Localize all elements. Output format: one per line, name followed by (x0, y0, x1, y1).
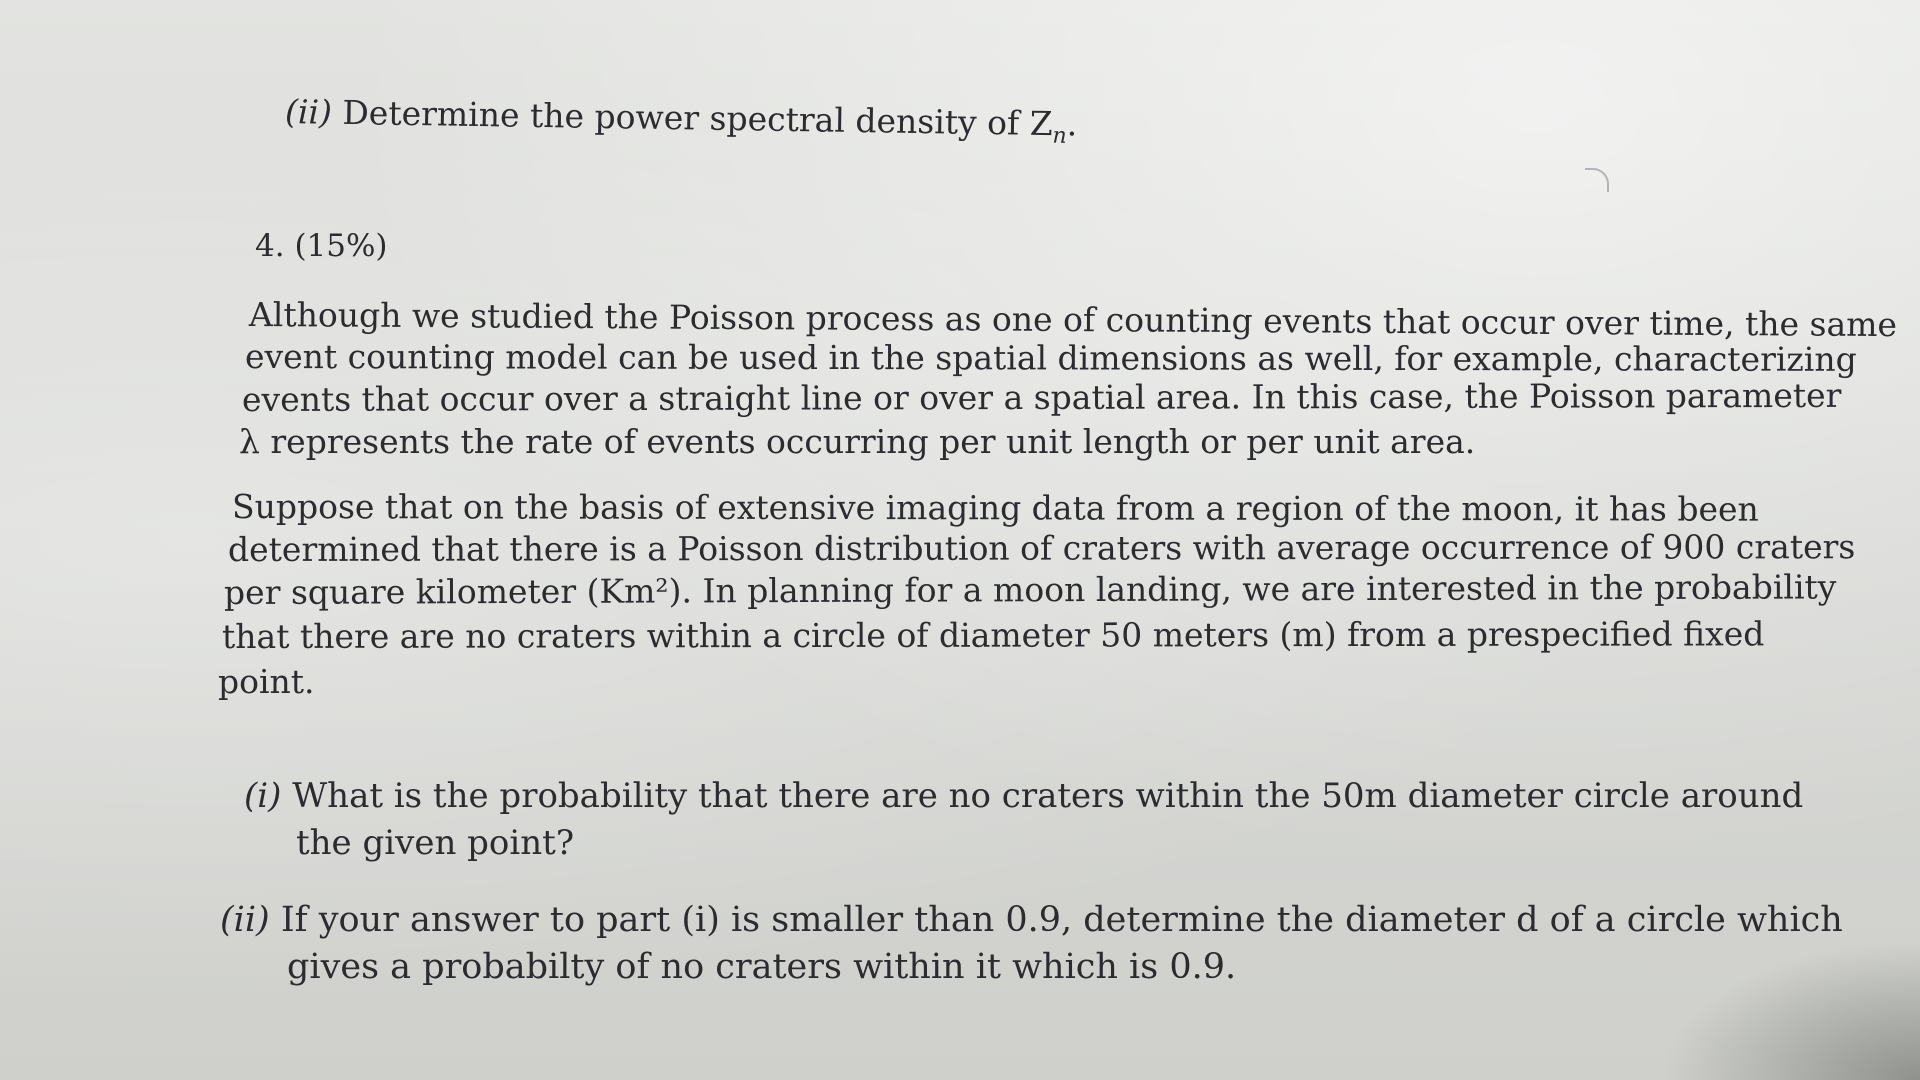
prev-part-text: Determine the power spectral density of Z (342, 92, 1053, 144)
corner-shadow (1660, 940, 1920, 1080)
prev-part-label: (ii) (284, 92, 333, 132)
part-i-label: (i) (244, 776, 282, 816)
prev-part-line (284, 92, 1078, 149)
question-weight: (15%) (294, 228, 388, 264)
part-i-line: the given point? (296, 823, 575, 863)
part-ii-line: gives a probabilty of no craters within it which is 0.9. (287, 947, 1237, 987)
prev-part-end: . (1066, 104, 1078, 144)
paragraph1-line: events that occur over a straight line or over a spatial area. In this case, the Poisson parameter (241, 375, 1842, 419)
paragraph2-line: Suppose that on the basis of extensive imaging data from a region of the moon, it has been (231, 487, 1759, 529)
part-ii-label: (ii) (220, 900, 270, 940)
paragraph2-line: per square kilometer (Km²). In planning for a moon landing, we are interested in the probability (223, 567, 1837, 612)
pen-mark (1585, 168, 1609, 192)
part-i-text: What is the probability that there are no craters within the 50m diameter circle around (292, 776, 1804, 816)
part-i-line (244, 776, 1804, 816)
paragraph2-line: that there are no craters within a circle of diameter 50 meters (m) from a prespecified fixed (221, 614, 1765, 656)
paragraph1-line: event counting model can be used in the spatial dimensions as well, for example, characterizing (244, 337, 1857, 379)
question-number: 4. (255, 228, 285, 264)
paragraph1-line: λ represents the rate of events occurring per unit length or per unit area. (239, 422, 1476, 461)
part-ii-line (220, 900, 1843, 940)
paragraph2-line: determined that there is a Poisson distribution of craters with average occurrence of 900 craters (227, 527, 1856, 569)
prev-part-subscript: n (1052, 123, 1067, 149)
part-ii-text: If your answer to part (i) is smaller than 0.9, determine the diameter d of a circle which (280, 900, 1843, 940)
paragraph2-line: point. (218, 662, 315, 701)
question-header (255, 228, 388, 264)
paragraph1-line: Although we studied the Poisson process as one of counting events that occur over time, the same (248, 295, 1898, 345)
